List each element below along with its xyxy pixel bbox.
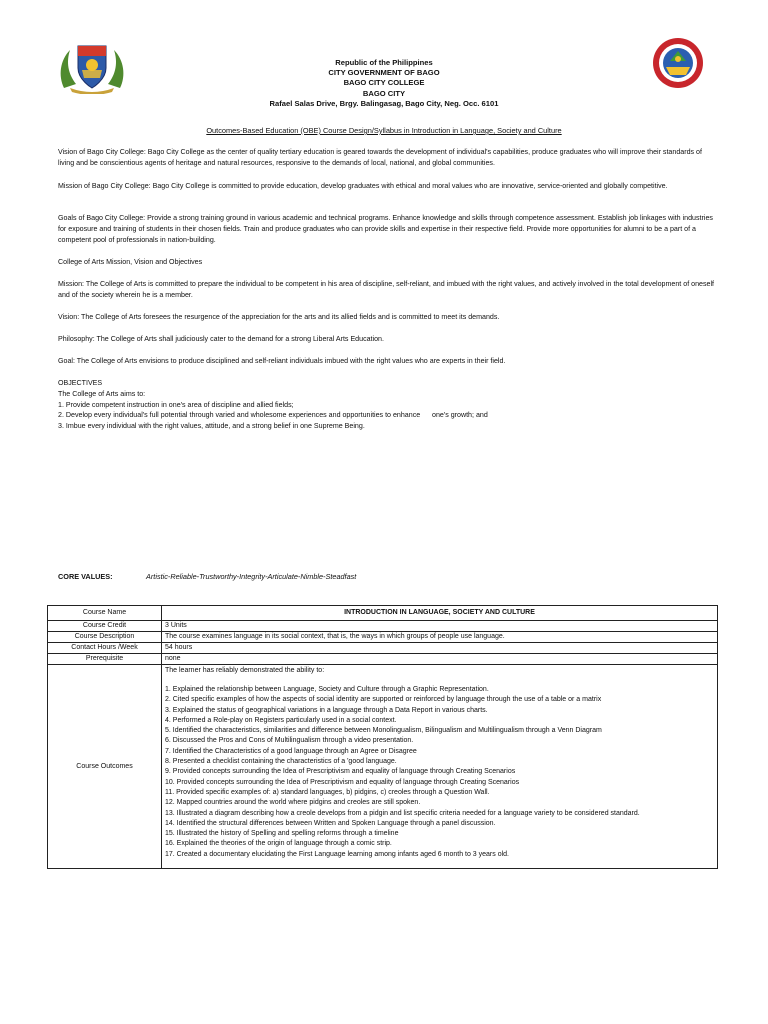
outcome-item: 4. Performed a Role-play on Registers particularly used in a social context.: [165, 716, 397, 724]
objective-item: 1. Provide competent instruction in one's area of discipline and allied fields;: [58, 400, 294, 409]
philosophy-paragraph: Philosophy: The College of Arts shall judiciously cater to the demand for a strong Liberal Arts Education.: [58, 335, 384, 343]
course-description-label: Course Description: [48, 632, 162, 643]
title-prefix: Outcomes-Based Education (OBE) Course Design/Syllabus in: [206, 126, 412, 135]
contact-hours-value: 54 hours: [162, 643, 718, 654]
course-name-value: INTRODUCTION IN LANGUAGE, SOCIETY AND CULTURE: [162, 606, 718, 621]
course-outcomes-label: Course Outcomes: [48, 665, 162, 869]
goals-paragraph: Goals of Bago City College: Provide a strong training ground in various academic and technical programs. Enhance knowledge and skills through competence assessment. Establish job linkages with industries for exposure and training of students in their chosen fields. Train and produce graduates who can provide skills and expertise in their respective field. Provide more opportunities for alumni to be a part of a competent pool of professionals in nation-building.: [58, 214, 713, 244]
table-row: [48, 621, 718, 632]
objectives-section: [58, 378, 718, 432]
course-credit-value: 3 Units: [162, 621, 718, 632]
header-line-city-government: CITY GOVERNMENT OF BAGO: [328, 68, 440, 78]
header-line-address: Rafael Salas Drive, Brgy. Balingasag, Bago City, Neg. Occ. 6101: [269, 98, 499, 108]
table-row: [48, 643, 718, 654]
mission-paragraph: Mission of Bago City College: Bago City College is committed to provide education, develop graduates with ethical and moral values who are innovative, service-oriented and globally competitive.: [58, 182, 668, 190]
institution-header: [0, 58, 768, 109]
outcome-item: 8. Presented a checklist containing the characteristics of a 'good language.: [165, 758, 397, 766]
prerequisite-value: none: [162, 654, 718, 665]
table-row: [48, 632, 718, 643]
outcome-item: 5. Identified the characteristics, similarities and difference between Monolingualism, Bilingualism and Multilingualism through a Venn Diagram: [165, 727, 602, 735]
outcome-item: 10. Provided concepts surrounding the Idea of Prescriptivism and equality of language through Creating Scenarios: [165, 778, 520, 786]
outcome-item: 17. Created a documentary elucidating the First Language learning among infants aged 6 month to 3 years old.: [165, 850, 509, 858]
outcome-item: 6. Discussed the Pros and Cons of Multilingualism through a video presentation.: [165, 737, 414, 745]
title-subject: Introduction in Language, Society and Culture: [411, 126, 562, 135]
course-outcomes-cell: [162, 665, 718, 869]
coa-heading: College of Arts Mission, Vision and Objectives: [58, 258, 203, 266]
objectives-heading: OBJECTIVES: [58, 379, 103, 387]
course-description-value: The course examines language in its social context, that is, the ways in which groups of people use language.: [162, 632, 718, 643]
course-credit-label: Course Credit: [48, 621, 162, 632]
objectives-intro: The College of Arts aims to:: [58, 389, 146, 398]
outcome-item: 9. Provided concepts surrounding the Idea of Prescriptivism and equality of language through Creating Scenarios: [165, 768, 516, 776]
course-name-label: Course Name: [48, 606, 162, 621]
outcome-item: 14. Identified the structural differences between Written and Spoken Language through a panel discussion.: [165, 819, 496, 827]
core-values-label: CORE VALUES:: [58, 572, 113, 581]
header-line-republic: Republic of the Philippines: [335, 58, 433, 67]
prerequisite-label: Prerequisite: [48, 654, 162, 665]
outcome-item: 1. Explained the relationship between Language, Society and Culture through a Graphic Representation.: [165, 686, 489, 693]
coa-vision-paragraph: Vision: The College of Arts foresees the resurgence of the appreciation for the arts and its allied fields and is committed to meet its demands.: [58, 313, 500, 321]
table-row: [48, 606, 718, 621]
core-values-text: Artistic-Reliable-Trustworthy-Integrity-Articulate-Nimble-Steadfast: [146, 572, 357, 581]
goal-paragraph: Goal: The College of Arts envisions to produce disciplined and self-reliant individuals imbued with the right values who are experts in their field.: [58, 357, 506, 365]
course-info-table: [47, 605, 718, 869]
outcome-item: 11. Provided specific examples of: a) standard languages, b) pidgins, c) creoles through a Question Wall.: [165, 788, 490, 796]
header-line-college: BAGO CITY COLLEGE: [343, 78, 425, 88]
objective-item: 2. Develop every individual's full potential through varied and wholesome experiences and opportunities to enhance one's growth; and: [58, 411, 488, 420]
outcomes-intro: The learner has reliably demonstrated the ability to:: [165, 667, 325, 674]
header-line-city: BAGO CITY: [362, 88, 406, 98]
outcome-item: 15. Illustrated the history of Spelling and spelling reforms through a timeline: [165, 830, 399, 838]
table-row: [48, 665, 718, 869]
outcome-item: 7. Identified the Characteristics of a good language through an Agree or Disagree: [165, 747, 417, 755]
vision-paragraph: Vision of Bago City College: Bago City College as the center of quality tertiary education is geared towards the development of individual's capabilities, produce graduates who will improve their standards of living and be conscientious agents of heritage and natural resources, responsive to the demands of local, national, and global communities.: [58, 148, 702, 167]
contact-hours-label: Contact Hours /Week: [48, 643, 162, 654]
outcome-item: 3. Explained the status of geographical variations in a language through a Data Report in various charts.: [165, 706, 488, 714]
outcome-item: 13. Illustrated a diagram describing how a creole develops from a pidgin and list specific criteria needed for a language variety to be considered standard.: [165, 809, 640, 817]
syllabus-title: [0, 126, 768, 135]
table-row: [48, 654, 718, 665]
outcome-item: 2. Cited specific examples of how the aspects of social identity are supported or reinforced by language through the use of a table or a matrix: [165, 696, 602, 704]
outcome-item: 16. Explained the theories of the origin of language through a comic strip.: [165, 840, 392, 848]
coa-mission-paragraph: Mission: The College of Arts is committed to prepare the individual to be competent in his area of discipline, self-reliant, and imbued with the right values, and actively involved in the total development of oneself and of the society wherein he is a member.: [58, 280, 715, 299]
objective-item: 3. Imbue every individual with the right values, attitude, and a strong belief in one Supreme Being.: [58, 422, 365, 431]
outcome-item: 12. Mapped countries around the world where pidgins and creoles are still spoken.: [165, 799, 421, 807]
